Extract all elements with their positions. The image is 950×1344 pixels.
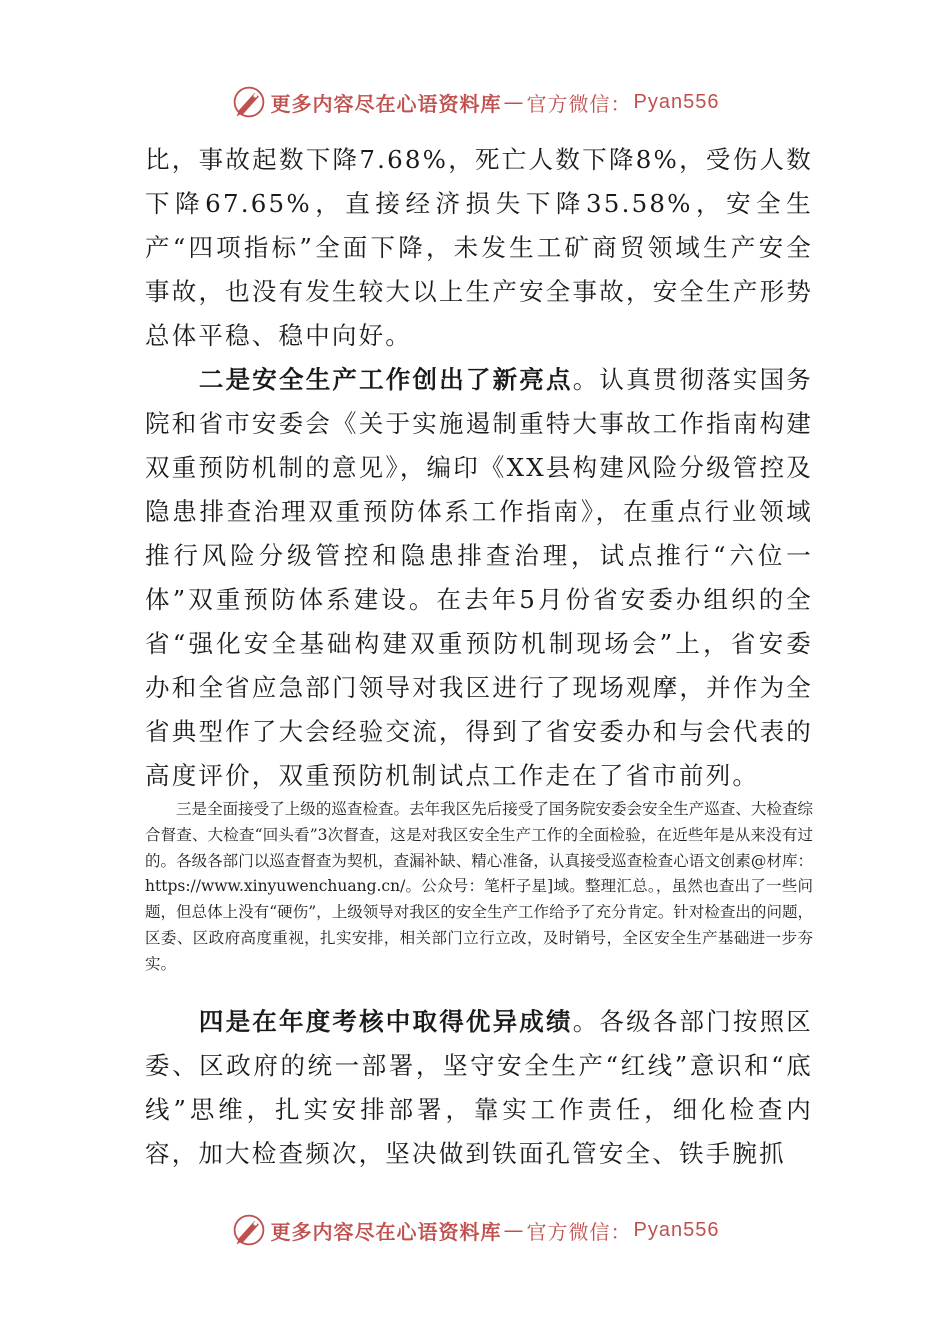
paragraph-4-body: 。各级各部门按照区委、区政府的统一部署，坚守安全生产“红线”意识和“底线”思维，扎实安排部署，靠实工作责任，细化检查内容，加大检查频次，坚决做到铁面孔管安全、铁手腕抓 [145,1007,814,1168]
paragraph-4-heading: 四是在年度考核中取得优异成绩 [198,1007,573,1036]
footer-separator: — [503,1218,525,1242]
paragraph-4-block [145,1000,813,1176]
pen-nib-logo-icon [231,1212,267,1248]
pen-nib-logo-icon [231,84,267,120]
paragraph-3: 三是全面接受了上级的巡查检查。去年我区先后接受了国务院安委会安全生产巡查、大检查综合督查、大检查“回头看”3次督查，这是对我区安全生产工作的全面检验，在近些年是从来没有过的。各级各部门以巡查督查为契机，查漏补缺、精心准备，认真接受巡查检查心语文创素@材库：https://www.xinyuwenchuang.cn/。公众号：笔杆子星]域。整理汇总。，虽然也查出了一些问题，但总体上没有“硬伤”，上级领导对我区的安全生产工作给予了充分肯定。针对检查出的问题，区委、区政府高度重视，扎实安排，相关部门立行立改，及时销号，全区安全生产基础进一步夯实。 [145,800,813,973]
footer-brand-text: 更多内容尽在心语资料库 [270,1219,502,1244]
paragraph-2 [145,358,813,798]
paragraph-1-block [145,138,813,358]
banner-brand-text: 更多内容尽在心语资料库 [270,91,502,116]
paragraph-3-block [145,797,813,978]
footer-wechat-label: 官方微信： [526,1219,632,1244]
header-banner [0,82,950,122]
footer-wechat-id: Pyan556 [633,1218,720,1241]
footer-banner [0,1210,950,1250]
paragraph-2-body: 。认真贯彻落实国务院和省市安委会《关于实施遏制重特大事故工作指南构建双重预防机制的意见》，编印《XX县构建风险分级管控及隐患排查治理双重预防体系工作指南》，在重点行业领域推行风险分级管控和隐患排查治理，试点推行“六位一体”双重预防体系建设。在去年5月份省安委办组织的全省“强化安全基础构建双重预防机制现场会”上，省安委办和全省应急部门领导对我区进行了现场观摩，并作为全省典型作了大会经验交流，得到了省安委办和与会代表的高度评价，双重预防机制试点工作走在了省市前列。 [145,365,814,790]
paragraph-1: 比，事故起数下降7.68%，死亡人数下降8%，受伤人数下降67.65%，直接经济损失下降35.58%，安全生产“四项指标”全面下降，未发生工矿商贸领域生产安全事故，也没有发生较大以上生产安全事故，安全生产形势总体平稳、稳中向好。 [145,145,813,350]
banner-wechat-label: 官方微信： [526,91,632,116]
paragraph-2-heading: 二是安全生产工作创出了新亮点 [198,365,573,394]
paragraph-4 [145,1000,813,1176]
banner-separator: — [503,90,525,114]
paragraph-2-block [145,358,813,798]
banner-wechat-id: Pyan556 [633,90,720,113]
